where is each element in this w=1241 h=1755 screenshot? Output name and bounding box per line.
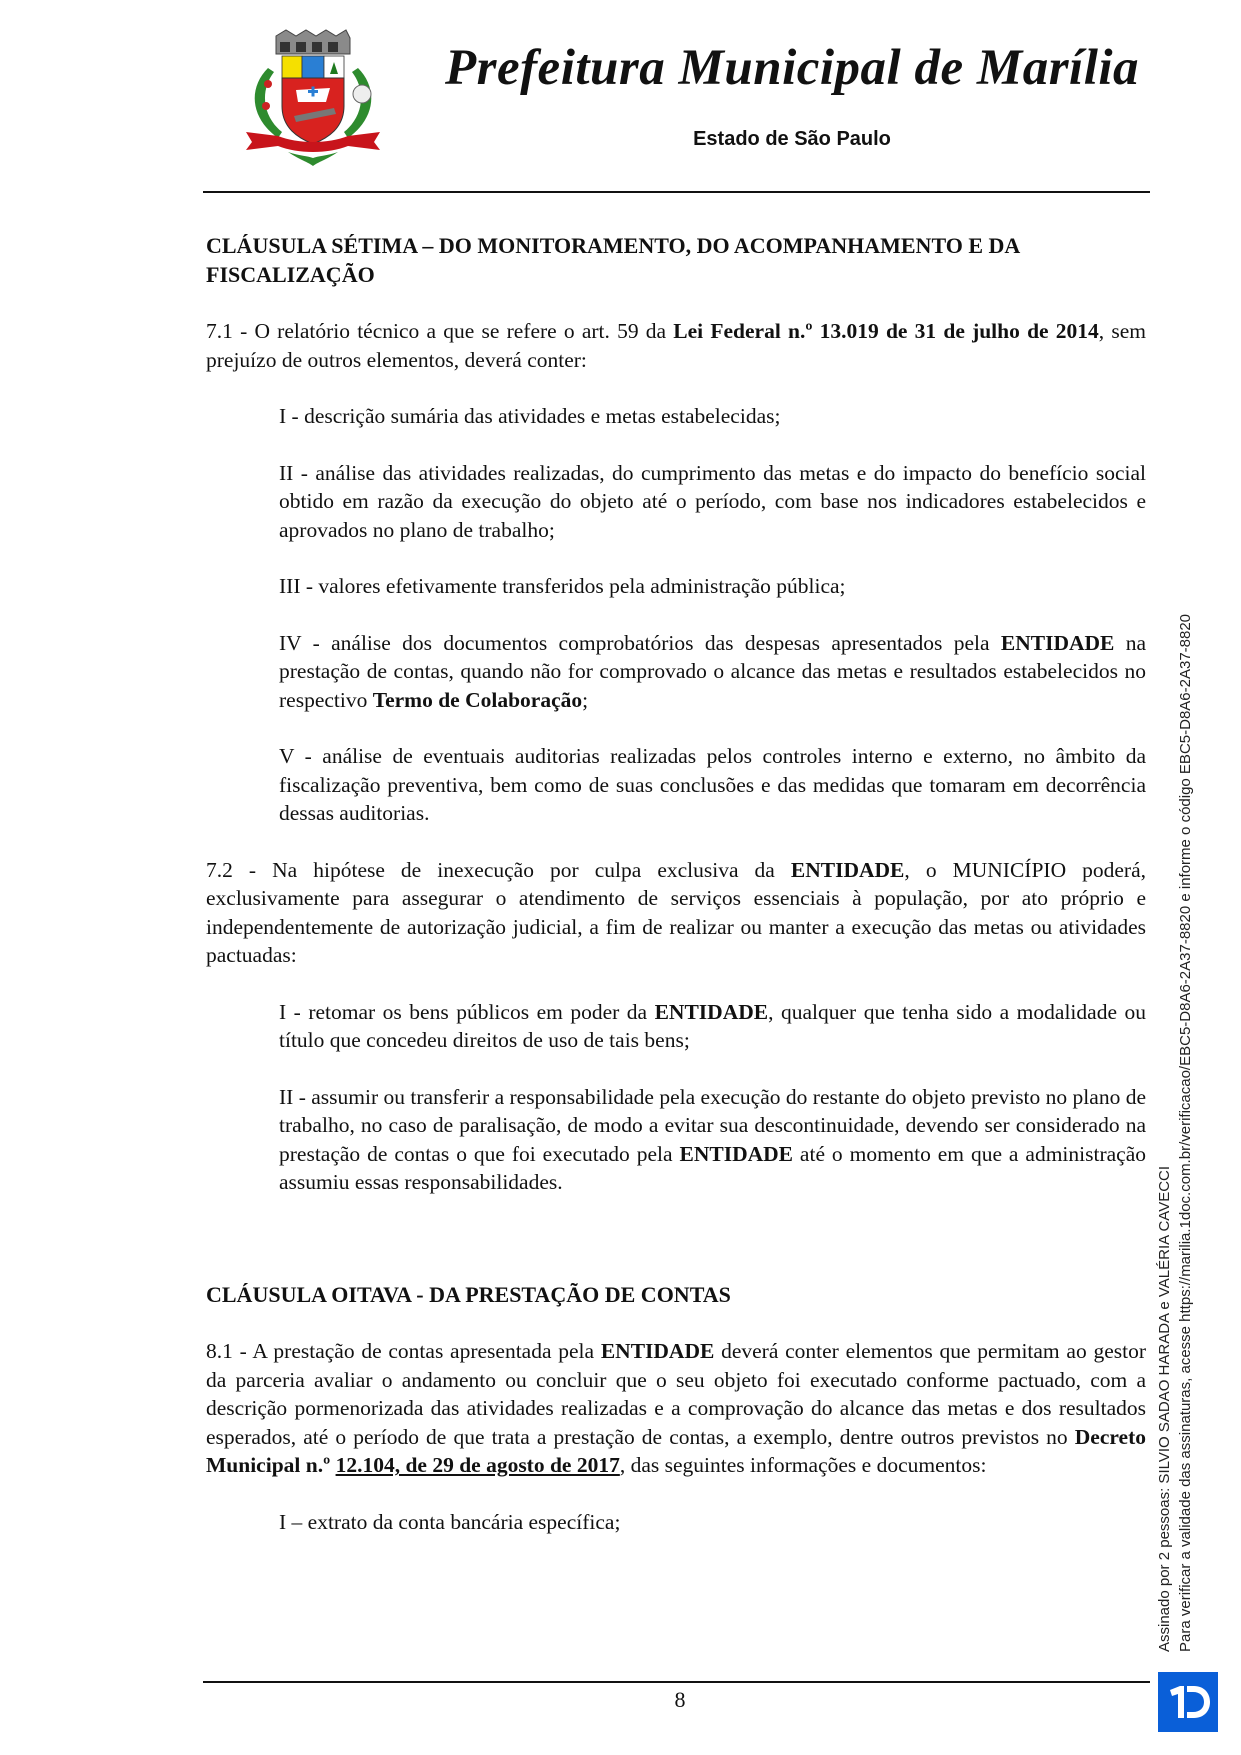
signature-signers-text: Assinado por 2 pessoas: SILVIO SADAO HARADA e VALÉRIA CAVECCI [1156,1165,1173,1652]
clause-8-heading: CLÁUSULA OITAVA - DA PRESTAÇÃO DE CONTAS [206,1281,731,1307]
municipality-title: Prefeitura Municipal de Marília [444,40,1140,96]
page-number: 8 [674,1687,686,1712]
item-8-1-i: I – extrato da conta bancária específica; [279,1509,621,1534]
paragraph-7-2: 7.2 - Na hipótese de inexecução por culpa exclusiva da ENTIDADE, o MUNICÍPIO poderá, exclusivamente para assegurar o atendimento de serviços essenciais à população, por ato próprio e independentemente de autorização judicial, a fim de realizar ou manter a execução das metas ou atividades pactuadas: [206,857,1147,967]
paragraph-8-1: 8.1 - A prestação de contas apresentada pela ENTIDADE deverá conter elementos que permitam ao gestor da parceria avaliar o andamento ou concluir que o seu objeto foi executado conforme pactuado, com a descrição pormenorizada das atividades realizadas e a comprovação do alcance das metas e dos resultados esperados, até o período de que trata a prestação de contas, a exemplo, dentre outros previstos no Decreto Municipal n.º 12.104, de 29 de agosto de 2017, das seguintes informações e documentos: [206,1339,1146,1477]
clause-7-heading: CLÁUSULA SÉTIMA – DO MONITORAMENTO, DO ACOMPANHAMENTO E DA FISCALIZAÇÃO [206,233,1021,287]
item-7-1-i: I - descrição sumária das atividades e metas estabelecidas; [279,404,781,428]
state-subtitle: Estado de São Paulo [693,128,891,150]
item-7-1-iii: III - valores efetivamente transferidos pela administração pública; [279,574,846,598]
page-header [0,0,1241,200]
footer-divider [203,1681,1150,1683]
1doc-logo-icon[interactable] [1158,1672,1218,1732]
item-7-1-ii: II - análise das atividades realizadas, do cumprimento das metas e do impacto do benefício social obtido em razão da execução do objeto até o período, com base nos indicadores estabelecidos e aprovados no plano de trabalho; [279,460,1146,542]
item-7-1-iv: IV - análise dos documentos comprobatórios das despesas apresentados pela ENTIDADE na prestação de contas, quando não for comprovado o alcance das metas e resultados estabelecidos no respectivo Termo de Colaboração; [279,630,1146,712]
signature-verification-link[interactable]: Para verificar a validade das assinaturas, acesse https://marilia.1doc.com.br/verificacao/EBC5-D8A6-2A37-8820 e informe o código EBC5-D8A6-2A37-8820 [1177,613,1194,1652]
item-7-2-ii: II - assumir ou transferir a responsabilidade pela execução do restante do objeto previsto no plano de trabalho, no caso de paralisação, de modo a evitar sua descontinuidade, devendo ser considerado na prestação de contas o que foi executado pela ENTIDADE até o momento em que a administração assumiu essas responsabilidades. [279,1084,1146,1194]
paragraph-7-1: 7.1 - O relatório técnico a que se refere o art. 59 da Lei Federal n.º 13.019 de 31 de julho de 2014, sem prejuízo de outros elementos, deverá conter: [206,319,1146,372]
document-body [206,232,1146,1536]
item-7-1-v: V - análise de eventuais auditorias realizadas pelos controles interno e externo, no âmbito da fiscalização preventiva, bem como de suas conclusões e das medidas que tomaram em decorrência dessas auditorias. [279,744,1146,825]
header-divider [203,191,1150,193]
coat-of-arms-icon [238,28,388,168]
item-7-2-i: I - retomar os bens públicos em poder da ENTIDADE, qualquer que tenha sido a modalidade ou título que concedeu direitos de uso de tais bens; [279,999,1146,1052]
